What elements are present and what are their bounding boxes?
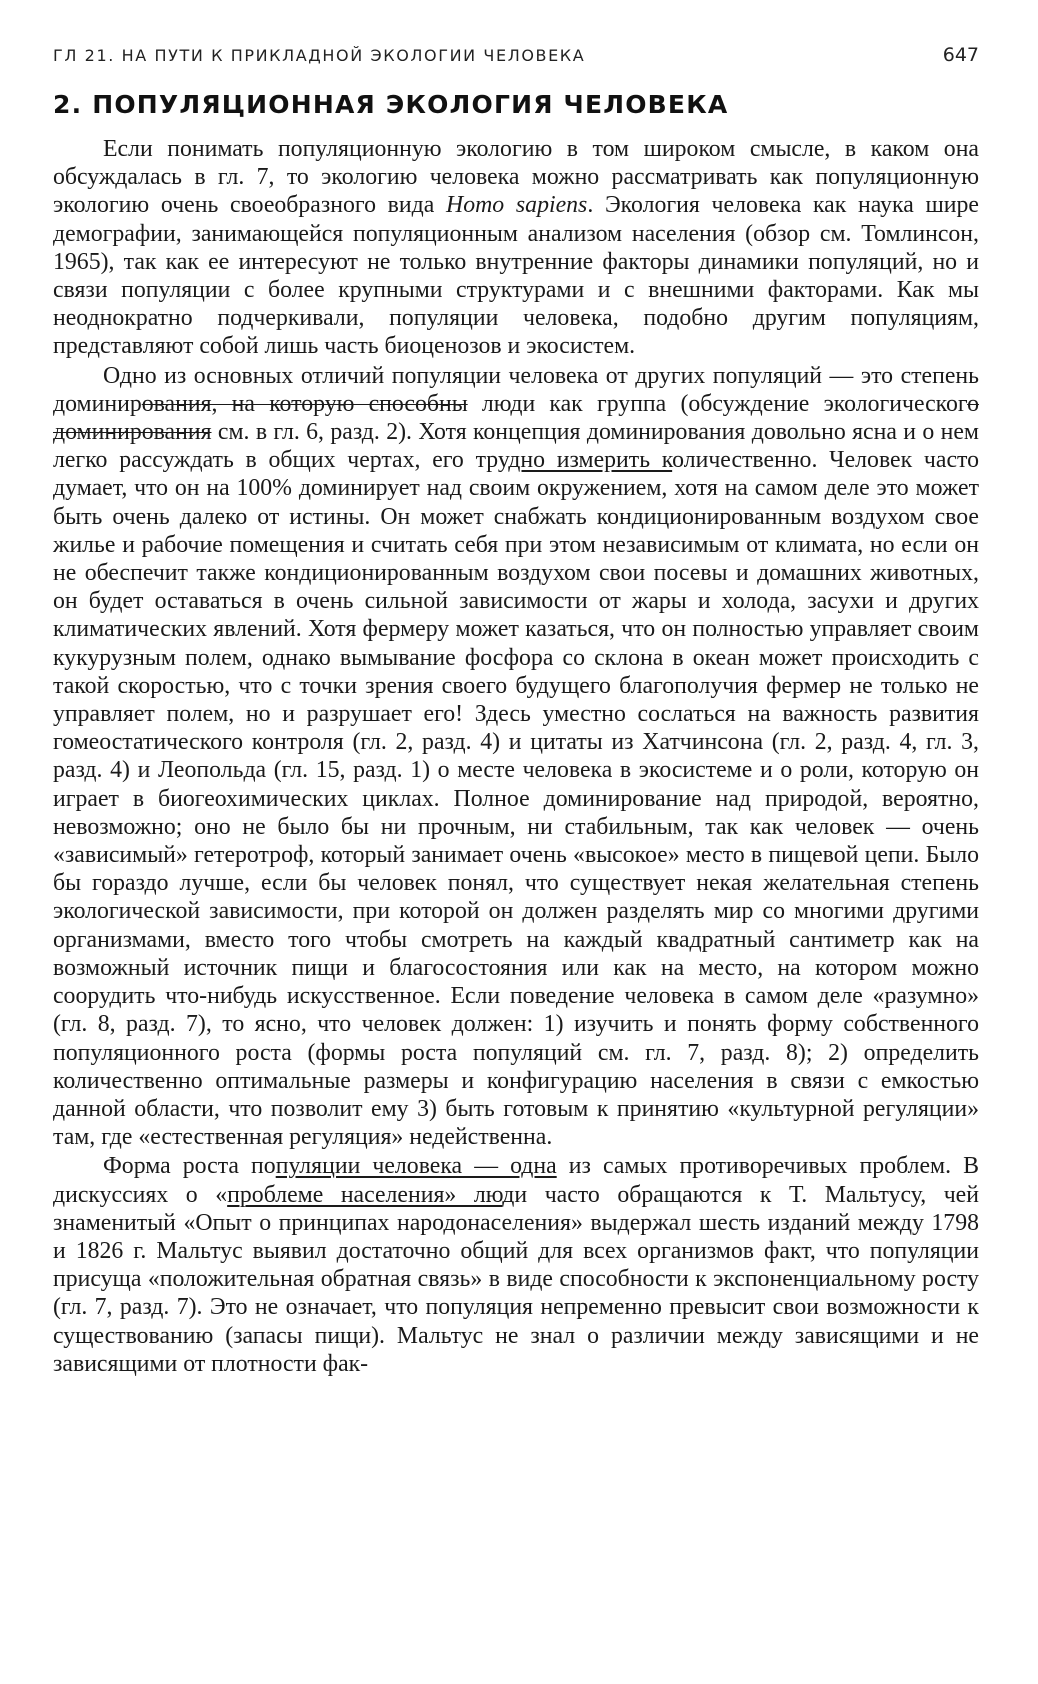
paragraph-3-part-3: ди часто обращаются к Т. Мальтусу, чей знаменитый «Опыт о принципах народонаселения» выдержал шесть изданий между 1798 и 1826 г. Мальтус выявил достаточно общий для всех организмов факт, что популяции присуща «положительная обратная связь» в виде способности к экспоненциальному росту (гл. 7, разд. 7). Это не означает, что популяция непременно превысит свои возможности к существованию (запасы пищи). Мальтус не знал о различии между зависящими и не зависящими от плотности фак- <box>53 1181 979 1377</box>
handwritten-strikethrough-1: ования, на которую способны <box>141 390 468 417</box>
running-title: ГЛ 21. НА ПУТИ К ПРИКЛАДНОЙ ЭКОЛОГИИ ЧЕЛОВЕКА <box>53 46 586 65</box>
section-heading: 2. ПОПУЛЯЦИОННАЯ ЭКОЛОГИЯ ЧЕЛОВЕКА <box>53 90 729 119</box>
handwritten-underline-2: пуляции человека — одна <box>275 1153 557 1180</box>
paragraph-2-part-3: см. в гл. 6, разд. 2). Хотя концепция доминирования довольно ясна и о нем легко рассуждать в общих чертах, его тру <box>53 419 979 474</box>
running-head <box>53 44 979 74</box>
paragraph-3-part-1: Форма роста по <box>103 1153 276 1180</box>
paragraph-2-part-1: Одно из основных отличий популяции человека от других популяций — это степень доминир <box>53 362 979 417</box>
paragraph-2-part-2: люди как группа (обсуждение экологическог <box>467 390 968 417</box>
handwritten-underline-3: проблеме населения» лю <box>227 1181 503 1208</box>
species-name-italic: Homo sapiens <box>446 192 588 219</box>
paragraph-3-part-2: из самых противоречивых проблем. В дискуссиях о « <box>53 1153 979 1208</box>
page-number: 647 <box>942 44 979 66</box>
document-page <box>53 44 979 1378</box>
handwritten-strikethrough-2: о доминирования <box>53 390 979 446</box>
paragraph-1-text-start: Если понимать популяционную экологию в том широком смысле, в каком она обсуждалась в гл. 7, то экологию человека можно рассматривать как популяционную экологию очень своеобразного вида <box>53 136 979 219</box>
body-text <box>53 135 979 1378</box>
paragraph-1 <box>53 135 979 361</box>
paragraph-2-part-4: оличественно. Человек часто думает, что он на 100% доминирует над своим окружением, хотя на самом деле это может быть очень далеко от истины. Он может снабжать кондиционированным воздухом свое жилье и рабочие помещения и считать себя при этом независимым от климата, но если он не обеспечит также кондиционированным воздухом свои посевы и домашних животных, он будет оставаться в очень сильной зависимости от жары и холода, засухи и других климатических явлений. Хотя фермеру может казаться, что он полностью управляет своим кукурузным полем, однако вымывание фосфора со склона в океан может происходить с такой скоростью, что с точки зрения своего будущего благополучия фермер не только не управляет полем, но и разрушает его! Здесь уместно сослаться на важность развития гомеостатического контроля (гл. 2, разд. 4) и цитаты из Хатчинсона (гл. 2, разд. 4, гл. 3, разд. 4) и Леопольда (гл. 15, разд. 1) о месте человека в экосистеме и о роли, которую он играет в биогеохимических циклах. Полное доминирование над природой, вероятно, невозможно; оно не было бы ни прочным, ни стабильным, так как человек — очень «зависимый» гетеротроф, который занимает очень «высокое» место в пищевой цепи. Было бы гораздо лучше, если бы человек понял, что существует некая желательная степень экологической зависимости, при которой он должен разделять мир со многими другими организмами, вместо того чтобы смотреть на каждый квадратный сантиметр как на возможный источник пищи и благосостояния или как на место, на котором можно соорудить что-нибудь искусственное. Если поведение человека в самом деле «разумно» (гл. 8, разд. 7), то ясно, что человек должен: 1) изучить и понять форму собственного популяционного роста (формы роста популяций см. гл. 7, разд. 8); 2) определить количественно оптимальные размеры и конфигурацию населения в связи с емкостью данной области, что позволит ему 3) быть готовым к принятию «культурной регуляции» там, где «естественная регуляция» недейственна. <box>53 447 979 1151</box>
paragraph-1-text-end: . Экология человека как наука шире демографии, занимающейся популяционным анализом населения (обзор см. Томлинсон, 1965), так как ее интересуют не только внутренние факторы динамики популяций, но и связи популяции с более крупными структурами и с внешними факторами. Как мы неоднократно подчеркивали, популяции человека, подобно другим популяциям, представляют собой лишь часть биоценозов и экосистем. <box>53 192 979 360</box>
paragraph-3 <box>53 1152 979 1378</box>
handwritten-underline-1: дно измерить к <box>508 447 673 474</box>
paragraph-2 <box>53 362 979 1152</box>
